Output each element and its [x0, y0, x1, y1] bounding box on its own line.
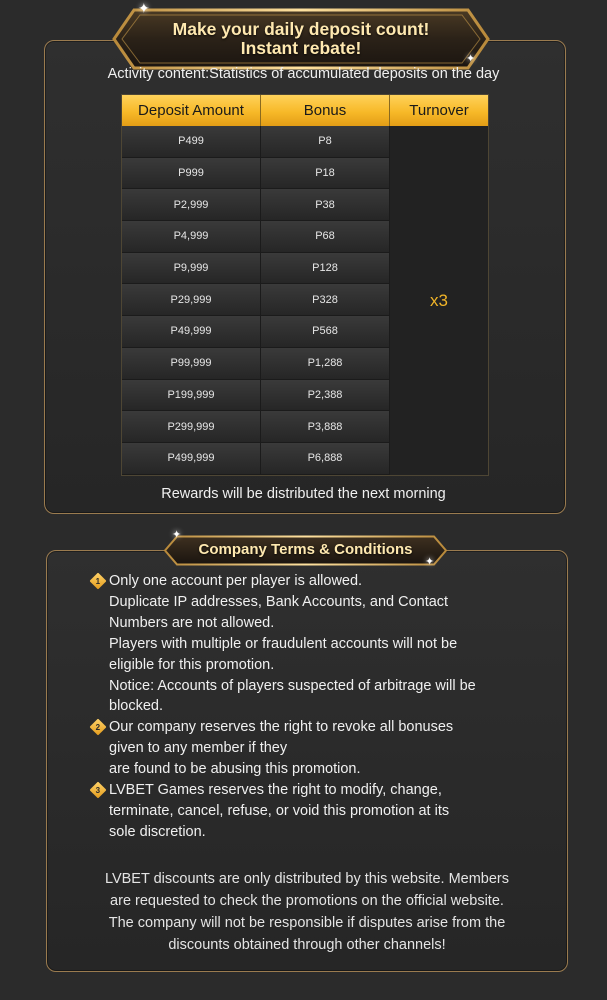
promotion-title-banner — [112, 8, 490, 70]
term-line: Notice: Accounts of players suspected of arbitrage will be — [109, 677, 476, 694]
list-item — [92, 571, 532, 717]
deposit-amount-cell: P299,999 — [122, 411, 261, 443]
deposit-amount-cell: P4,999 — [122, 221, 261, 253]
bonus-cell: P2,388 — [261, 380, 390, 412]
sparkle-icon: ✦ — [172, 529, 182, 541]
banner-title-line2: Instant rebate! — [240, 38, 362, 58]
number-1-icon: 1 — [90, 573, 107, 590]
terms-title-banner — [163, 535, 448, 566]
term-line: given to any member if they — [109, 740, 288, 757]
table-row — [122, 158, 390, 190]
bonus-cell: P68 — [261, 221, 390, 253]
table-row — [122, 126, 390, 158]
banner-title-line1: Make your daily deposit count! — [172, 18, 430, 39]
bonus-cell: P18 — [261, 158, 390, 190]
table-row — [122, 380, 390, 412]
disclaimer-line: discounts obtained through other channels! — [168, 937, 446, 953]
table-body — [122, 126, 488, 475]
deposit-amount-cell: P999 — [122, 158, 261, 190]
disclaimer-line: are requested to check the promotions on the official website. — [110, 893, 504, 909]
list-item — [92, 717, 532, 780]
column-header-bonus: Bonus — [261, 95, 390, 126]
table-row — [122, 189, 390, 221]
term-line: Players with multiple or fraudulent accounts will not be — [109, 635, 458, 652]
deposit-bonus-table — [121, 94, 489, 476]
sparkle-icon: ✦ — [466, 53, 476, 65]
bonus-cell: P568 — [261, 316, 390, 348]
column-header-turnover: Turnover — [390, 95, 488, 126]
terms-title: Company Terms & Conditions — [198, 541, 413, 559]
terms-list — [92, 571, 532, 843]
term-line: are found to be abusing this promotion. — [109, 761, 361, 778]
table-row — [122, 348, 390, 380]
deposit-amount-cell: P199,999 — [122, 380, 261, 412]
deposit-amount-cell: P99,999 — [122, 348, 261, 380]
term-line: Only one account per player is allowed. — [109, 573, 363, 589]
column-header-deposit-amount: Deposit Amount — [122, 95, 261, 126]
term-line: LVBET Games reserves the right to modify, change, — [109, 782, 442, 799]
number-2-icon: 2 — [90, 719, 107, 736]
term-line: sole discretion. — [109, 823, 206, 840]
term-line: terminate, cancel, refuse, or void this promotion at its — [109, 802, 450, 819]
term-line: blocked. — [109, 698, 164, 715]
table-row — [122, 253, 390, 285]
bonus-cell: P3,888 — [261, 411, 390, 443]
table-row — [122, 284, 390, 316]
rewards-distribution-note: Rewards will be distributed the next morning — [161, 486, 446, 502]
bonus-cell: P38 — [261, 189, 390, 221]
disclaimer-line: LVBET discounts are only distributed by this website. Members — [104, 871, 510, 887]
activity-content-text: Activity content:Statistics of accumulated deposits on the day — [107, 66, 500, 82]
turnover-value: x3 — [390, 126, 488, 475]
deposit-amount-cell: P499 — [122, 126, 261, 158]
table-row — [122, 411, 390, 443]
deposit-amount-cell: P9,999 — [122, 253, 261, 285]
term-line: Our company reserves the right to revoke all bonuses — [109, 719, 454, 736]
term-line: Numbers are not allowed. — [109, 614, 275, 631]
table-row — [122, 443, 390, 475]
deposit-amount-cell: P49,999 — [122, 316, 261, 348]
term-line: eligible for this promotion. — [109, 656, 275, 673]
table-row — [122, 221, 390, 253]
sparkle-icon: ✦ — [425, 556, 435, 568]
bonus-cell: P1,288 — [261, 348, 390, 380]
disclaimer-text — [60, 868, 554, 956]
table-row — [122, 316, 390, 348]
list-item — [92, 780, 532, 843]
disclaimer-line: The company will not be responsible if disputes arise from the — [108, 915, 506, 931]
sparkle-icon: ✦ — [138, 0, 150, 16]
bonus-cell: P6,888 — [261, 443, 390, 475]
deposit-amount-cell: P29,999 — [122, 284, 261, 316]
bonus-cell: P8 — [261, 126, 390, 158]
table-header-row — [122, 95, 488, 126]
bonus-cell: P328 — [261, 284, 390, 316]
bonus-cell: P128 — [261, 253, 390, 285]
term-line: Duplicate IP addresses, Bank Accounts, and Contact — [109, 593, 449, 610]
number-3-icon: 3 — [90, 782, 107, 799]
deposit-amount-cell: P499,999 — [122, 443, 261, 475]
deposit-amount-cell: P2,999 — [122, 189, 261, 221]
